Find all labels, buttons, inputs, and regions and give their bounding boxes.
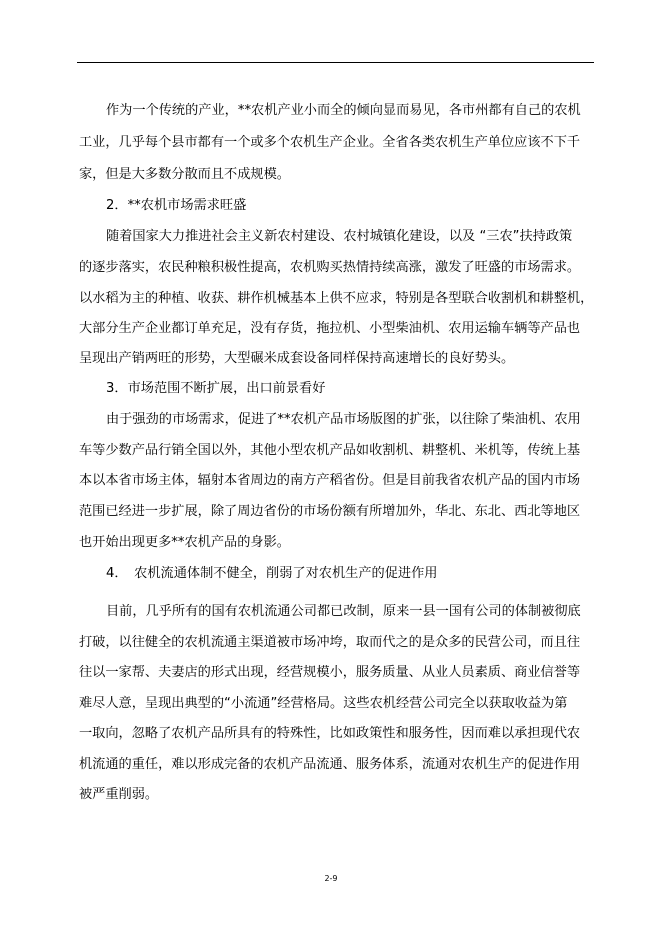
section-heading-3: 3．市场范围不断扩展，出口前景看好 <box>106 381 326 396</box>
paragraph-3-line-2: 车等少数产品行销全国以外，其他小型农机产品如收割机、耕整机、米机等，传统上基 <box>79 443 581 458</box>
paragraph-4-line-4: 难尽人意，呈现出典型的“小流通”经营格局。这些农机经营公司完全以获取收益为第 <box>79 696 568 711</box>
paragraph-3-line-5: 也开始出现更多**农机产品的身影。 <box>79 535 290 550</box>
paragraph-1-line-1: 作为一个传统的产业，**农机产业小而全的倾向显而易见，各市州都有自己的农机 <box>106 103 581 118</box>
paragraph-4-line-5: 一取向，忽略了农机产品所具有的特殊性，比如政策性和服务性，因而难以承担现代农 <box>79 726 581 741</box>
paragraph-3-line-4: 范围已经进一步扩展，除了周边省份的市场份额有所增加外，华北、东北、西北等地区 <box>79 504 581 519</box>
paragraph-4-line-6: 机流通的重任，难以形成完备的农机产品流通、服务体系，流通对农机生产的促进作用 <box>79 757 581 772</box>
page-number: 2-9 <box>324 874 338 883</box>
paragraph-1-line-2: 工业，几乎每个县市都有一个或多个农机生产企业。全省各类农机生产单位应该不下千 <box>79 135 581 150</box>
paragraph-2-line-5: 呈现出产销两旺的形势，大型碾米成套设备同样保持高速增长的良好势头。 <box>79 351 515 366</box>
paragraph-3-line-3: 本以本省市场主体，辐射本省周边的南方产稻省份。但是目前我省农机产品的国内市场 <box>79 473 581 488</box>
paragraph-4-line-3: 往以一家帮、夫妻店的形式出现，经营规模小，服务质量、从业人员素质、商业信誉等 <box>79 665 581 680</box>
paragraph-2-line-2: 的逐步落实，农民种粮积极性提高，农机购买热情持续高涨，激发了旺盛的市场需求。 <box>79 260 581 275</box>
section-heading-2: 2．**农机市场需求旺盛 <box>106 198 247 213</box>
paragraph-2-line-4: 大部分生产企业都订单充足，没有存货，拖拉机、小型柴油机、农用运输车辆等产品也 <box>79 321 581 336</box>
header-rule <box>77 62 594 63</box>
paragraph-2-line-1: 随着国家大力推进社会主义新农村建设、农村城镇化建设，以及 “三农”扶持政策 <box>106 229 573 244</box>
paragraph-4-line-7: 被严重削弱。 <box>79 787 159 802</box>
paragraph-2-line-3: 以水稻为主的种植、收获、耕作机械基本上供不应求，特别是各型联合收割机和耕整机， <box>79 291 594 306</box>
paragraph-4-line-2: 打破，以往健全的农机流通主渠道被市场冲垮，取而代之的是众多的民营公司，而且往 <box>79 635 581 650</box>
paragraph-3-line-1: 由于强劲的市场需求，促进了**农机产品市场版图的扩张，以往除了柴油机、农用 <box>106 412 581 427</box>
paragraph-1-line-3: 家，但是大多数分散而且不成规模。 <box>79 167 290 182</box>
paragraph-4-line-1: 目前，几乎所有的国有农机流通公司都已改制，原来一县一国有公司的体制被彻底 <box>106 604 581 619</box>
section-heading-4: 4． 农机流通体制不健全，削弱了对农机生产的促进作用 <box>106 566 438 581</box>
